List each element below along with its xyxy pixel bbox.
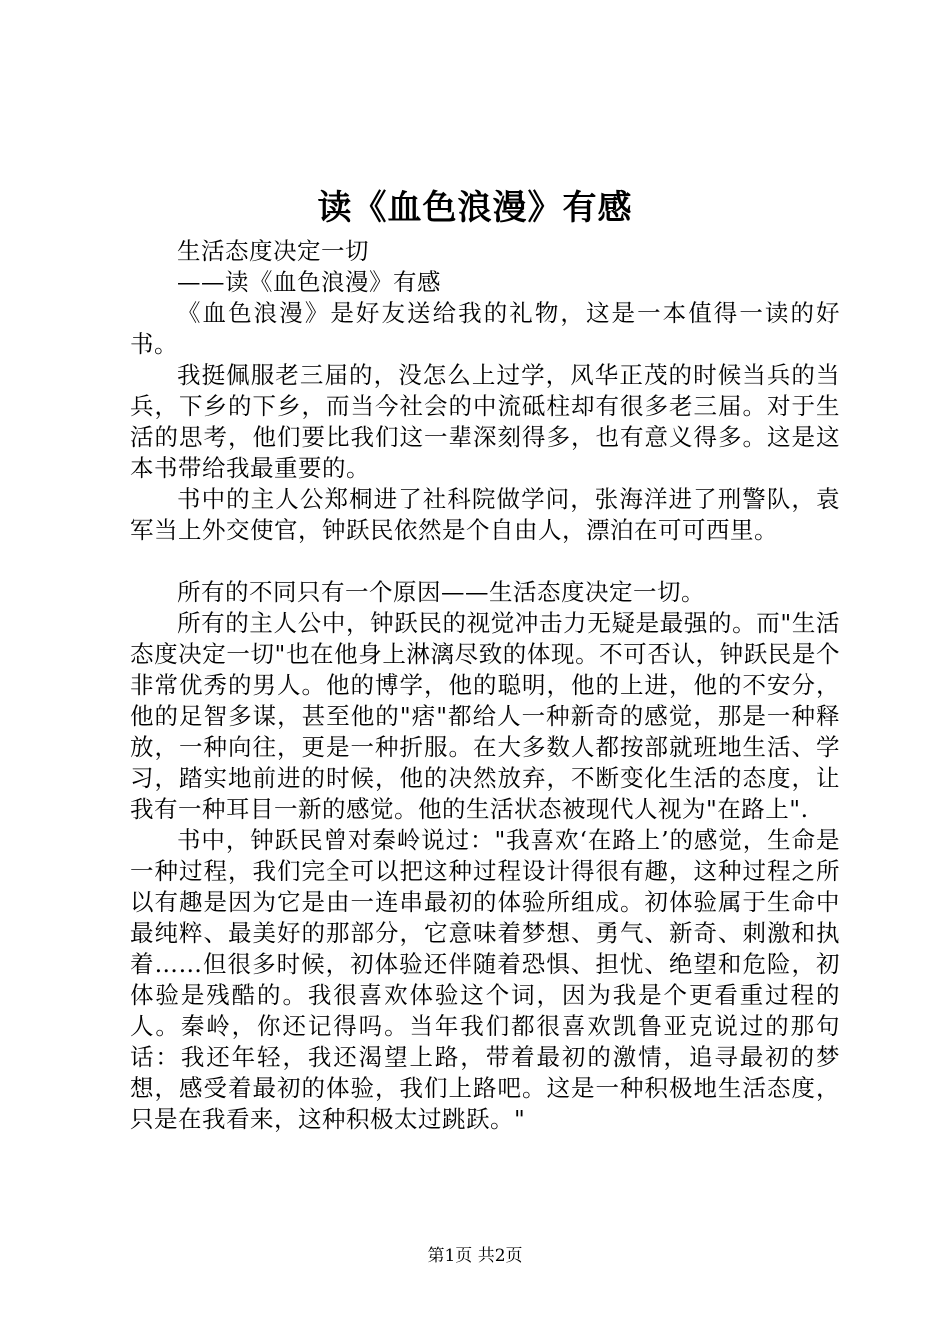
subtitle-line: 生活态度决定一切 [177, 237, 369, 265]
paragraph-4: 所有的不同只有一个原因——生活态度决定一切。 [177, 578, 705, 606]
document-body [130, 236, 840, 1135]
paragraph-6: 书中，钟跃民曾对秦岭说过："我喜欢‘在路上’的感觉，生命是一种过程，我们完全可以把这种过程设计得很有趣，这种过程之所以有趣是因为它是由一连串最初的体验所组成。初体验属于生命中最纯粹、最美好的那部分，它意味着梦想、勇气、新奇、刺激和执着……但很多时候，初体验还伴随着恐惧、担忧、绝望和危险，初体验是残酷的。我很喜欢体验这个词，因为我是个更看重过程的人。秦岭，你还记得吗。当年我们都很喜欢凯鲁亚克说过的那句话：我还年轻，我还渴望上路，带着最初的激情，追寻最初的梦想，感受着最初的体验，我们上路吧。这是一种积极地生活态度，只是在我看来，这种积极太过跳跃。" [130, 826, 840, 1133]
subtitle-byline: ——读《血色浪漫》有感 [177, 268, 441, 296]
paragraph-2: 我挺佩服老三届的，没怎么上过学，风华正茂的时候当兵的当兵，下乡的下乡，而当今社会的中流砥柱却有很多老三届。对于生活的思考，他们要比我们这一辈深刻得多，也有意义得多。这是这本书带给我最重要的。 [130, 361, 840, 482]
document-title: 读《血色浪漫》有感 [317, 188, 633, 228]
paragraph-3: 书中的主人公郑桐进了社科院做学问，张海洋进了刑警队，袁军当上外交使官，钟跃民依然是个自由人，漂泊在可可西里。 [130, 485, 840, 544]
page-footer: 第1页 共2页 [427, 1246, 523, 1266]
paragraph-5: 所有的主人公中，钟跃民的视觉冲击力无疑是最强的。而"生活态度决定一切"也在他身上淋漓尽致的体现。不可否认，钟跃民是个非常优秀的男人。他的博学，他的聪明，他的上进，他的不安分，他的足智多谋，甚至他的"痞"都给人一种新奇的感觉，那是一种释放，一种向往，更是一种折服。在大多数人都按部就班地生活、学习，踏实地前进的时候，他的决然放弃，不断变化生活的态度，让我有一种耳目一新的感觉。他的生活状态被现代人视为"在路上". [130, 609, 840, 823]
paragraph-1: 《血色浪漫》是好友送给我的礼物，这是一本值得一读的好书。 [130, 299, 840, 358]
